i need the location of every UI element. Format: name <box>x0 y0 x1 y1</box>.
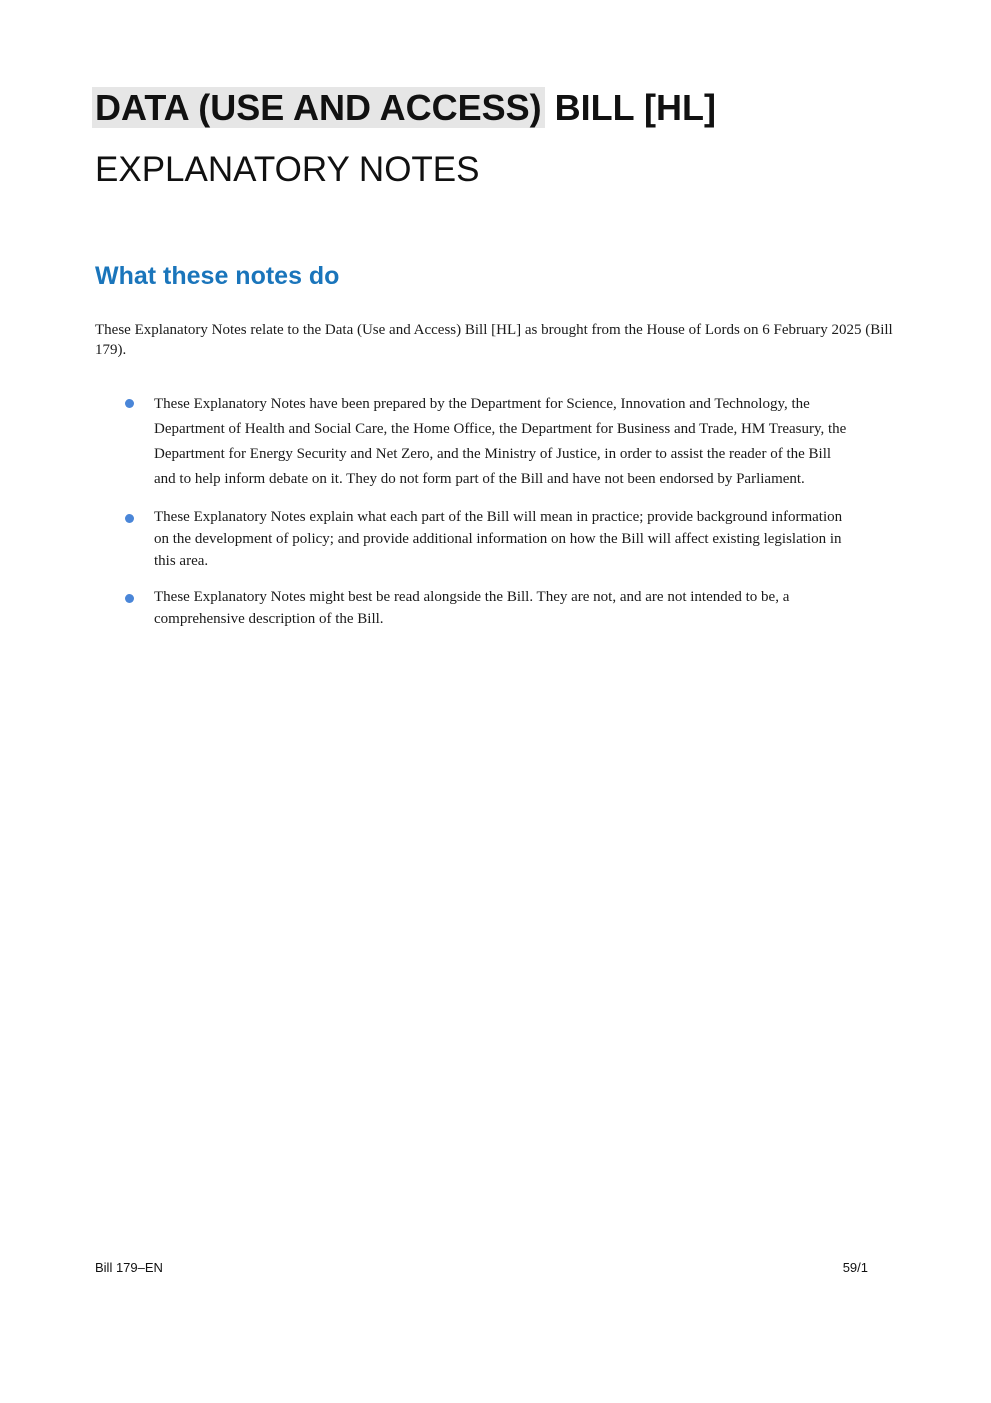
bullet-dot-icon <box>125 514 134 523</box>
footer-bill-reference: Bill 179–EN <box>95 1260 163 1275</box>
bullet-text: These Explanatory Notes have been prepared by the Department for Science, Innovation and Technology, the Department of Health and Social Care, the Home Office, the Department for Business and Trade, HM Treasury, the Department for Energy Security and Net Zero, and the Ministry of Justice, in order to assist the reader of the Bill and to help inform debate on it. They do not form part of the Bill and have not been endorsed by Parliament. <box>154 396 847 487</box>
bullet-dot-icon <box>125 594 134 603</box>
bullet-dot-icon <box>125 399 134 408</box>
bullet-text: These Explanatory Notes explain what each part of the Bill will mean in practice; provide background information on the development of policy; and provide additional information on how the Bill will affect existing legislation in this area. <box>154 509 843 569</box>
document-title <box>95 84 716 132</box>
document-subtitle: EXPLANATORY NOTES <box>95 150 480 189</box>
intro-paragraph: These Explanatory Notes relate to the Data (Use and Access) Bill [HL] as brought from the House of Lords on 6 February 2025 (Bill 179). <box>95 322 893 358</box>
document-title-rest: BILL [HL] <box>544 87 716 128</box>
bullet-text: These Explanatory Notes might best be read alongside the Bill. They are not, and are not intended to be, a comprehensive description of the Bill. <box>154 589 790 627</box>
bullet-item <box>125 586 855 630</box>
section-heading: What these notes do <box>95 262 340 290</box>
bullet-list <box>125 392 855 630</box>
footer-page-number: 59/1 <box>842 1260 868 1275</box>
bullet-item <box>125 392 855 492</box>
document-title-highlighted: DATA (USE AND ACCESS) <box>92 87 545 128</box>
bullet-item <box>125 506 855 572</box>
